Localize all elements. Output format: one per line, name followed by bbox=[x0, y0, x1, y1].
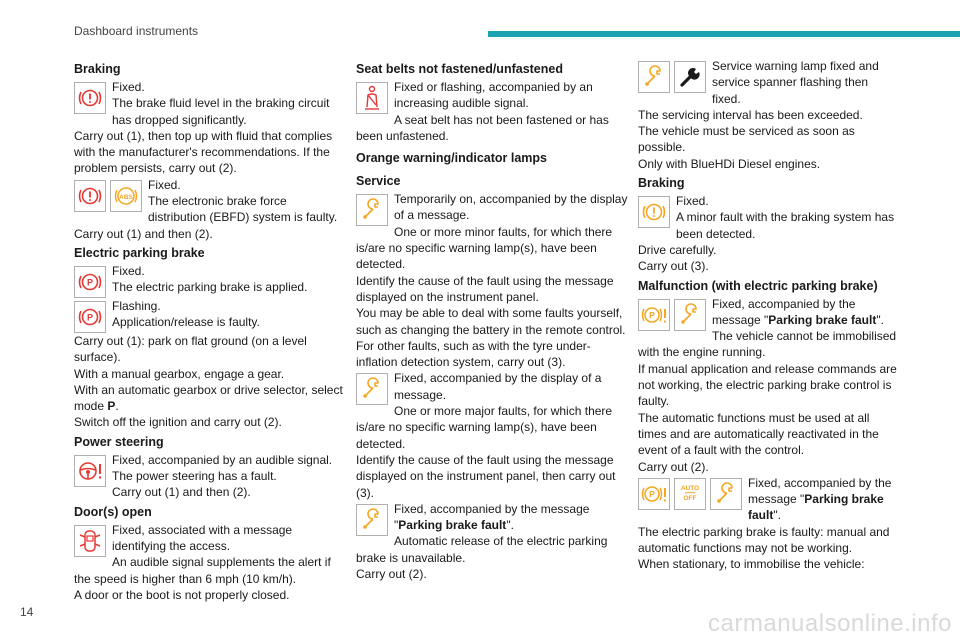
doors-l2: An audible signal supplements the alert if the speed is higher than 6 mph (10 km/h). bbox=[74, 555, 331, 586]
wrench-icon bbox=[356, 504, 388, 536]
right-column bbox=[638, 58, 900, 573]
malfunction-block-2 bbox=[638, 475, 900, 573]
service-b2-l2: One or more major faults, for which there is/are no specific warning lamp(s), have been detected. bbox=[356, 404, 613, 451]
right-braking-l4: Carry out (3). bbox=[638, 259, 709, 274]
auto-off-icon bbox=[674, 478, 706, 510]
orange-lamps-heading: Orange warning/indicator lamps bbox=[356, 151, 548, 166]
braking-b2-l1: Fixed. bbox=[148, 177, 181, 192]
service-b1-l5: For other faults, such as with the tyre under-inflation detection system, carry out (3). bbox=[356, 338, 591, 370]
malfunction-b1-l3: If manual application and release commands are not working, the electric parking brake control is faulty. bbox=[638, 361, 897, 409]
service-heading: Service bbox=[356, 174, 401, 189]
header-accent-bar bbox=[488, 31, 960, 37]
wrench-icon bbox=[356, 194, 388, 226]
epb-l5: With an automatic gearbox or drive selector, select mode P. bbox=[74, 382, 343, 414]
service-b1-l4: You may be able to deal with some faults yourself, such as changing the battery in the remote control. bbox=[356, 306, 626, 337]
right-braking-block bbox=[638, 193, 900, 274]
wrench-icon bbox=[356, 373, 388, 405]
seatbelt-icon bbox=[356, 82, 388, 114]
header-title: Dashboard instruments bbox=[74, 24, 199, 38]
power-steering-l1: Fixed, accompanied by an audible signal. bbox=[112, 452, 333, 467]
service-spanner-l4: Only with BlueHDi Diesel engines. bbox=[638, 156, 821, 171]
seatbelt-block bbox=[356, 79, 628, 144]
service-spanner-block bbox=[638, 58, 900, 172]
brake-warning-icon bbox=[74, 180, 106, 212]
service-b1-l2: One or more minor faults, for which there is/are no specific warning lamp(s), have been detected. bbox=[356, 224, 613, 272]
parking-brake-fault-icon bbox=[638, 478, 670, 510]
service-b3-l3: Carry out (2). bbox=[356, 567, 427, 582]
malfunction-b1-l2: The vehicle cannot be immobilised with the engine running. bbox=[638, 329, 897, 360]
seatbelt-l2: A seat belt has not been fastened or has been unfastened. bbox=[356, 112, 609, 143]
service-b1-l3: Identify the cause of the fault using the message displayed on the instrument panel. bbox=[356, 273, 614, 304]
wrench-icon bbox=[674, 299, 706, 331]
braking-b2-l3: Carry out (1) and then (2). bbox=[74, 226, 213, 241]
epb-heading: Electric parking brake bbox=[74, 245, 205, 260]
svg-text:P: P bbox=[649, 309, 655, 320]
braking-b2-l2: The electronic brake force distribution (EBFD) system is faulty. bbox=[148, 194, 338, 225]
epb-b2-l1: Flashing. bbox=[112, 298, 161, 313]
malfunction-b2-l3: When stationary, to immobilise the vehicle: bbox=[638, 557, 865, 572]
middle-column bbox=[356, 58, 628, 582]
seatbelt-l1: Fixed or flashing, accompanied by an increasing audible signal. bbox=[394, 80, 593, 111]
svg-text:AUTO: AUTO bbox=[680, 484, 700, 492]
svg-text:P: P bbox=[86, 312, 94, 323]
malfunction-b1-l5: Carry out (2). bbox=[638, 459, 709, 474]
service-b2-l3: Identify the cause of the fault using the message displayed on the instrument panel, then carry out (3). bbox=[356, 452, 616, 500]
service-spanner-l3: The vehicle must be serviced as soon as possible. bbox=[638, 124, 855, 155]
service-block-1 bbox=[356, 191, 628, 370]
parking-brake-icon bbox=[74, 266, 106, 298]
malfunction-b1-l1: Fixed, accompanied by the message "Parking brake fault". bbox=[712, 296, 884, 327]
service-spanner-l1: Service warning lamp fixed and service spanner flashing then fixed. bbox=[712, 59, 879, 106]
right-braking-heading: Braking bbox=[638, 176, 685, 191]
right-braking-l3: Drive carefully. bbox=[638, 242, 717, 257]
seatbelt-heading: Seat belts not fastened/unfastened bbox=[356, 62, 563, 76]
braking-heading: Braking bbox=[74, 62, 121, 76]
epb-l6: Switch off the ignition and carry out (2). bbox=[74, 415, 282, 430]
doors-block bbox=[74, 522, 346, 603]
power-steering-l2: The power steering has a fault. bbox=[112, 469, 277, 484]
spanner-icon bbox=[674, 61, 706, 93]
epb-b1-l2: The electric parking brake is applied. bbox=[112, 280, 308, 295]
power-steering-block bbox=[74, 452, 346, 501]
braking-b1-l1: Fixed. bbox=[112, 80, 145, 94]
right-braking-l2: A minor fault with the braking system has been detected. bbox=[676, 210, 895, 241]
steering-wheel-icon bbox=[74, 455, 106, 487]
malfunction-b2-l1: Fixed, accompanied by the message "Parking brake fault". bbox=[748, 475, 892, 523]
service-block-3 bbox=[356, 501, 628, 582]
braking-block-2 bbox=[74, 177, 346, 242]
page-number: 14 bbox=[20, 605, 34, 619]
doors-heading: Door(s) open bbox=[74, 504, 152, 519]
parking-brake-fault-icon bbox=[638, 299, 670, 331]
service-b3-l2: Automatic release of the electric parking brake is unavailable. bbox=[356, 534, 608, 565]
door-open-icon bbox=[74, 525, 106, 557]
brake-warning-icon bbox=[74, 82, 106, 114]
epb-b1-l1: Fixed. bbox=[112, 263, 145, 278]
epb-block-2 bbox=[74, 298, 346, 333]
parking-brake-icon bbox=[74, 301, 106, 333]
abs-icon bbox=[110, 180, 142, 212]
epb-l3: Carry out (1): park on flat ground (on a level surface). bbox=[74, 333, 307, 365]
malfunction-b2-l2: The electric parking brake is faulty: manual and automatic functions may not be working. bbox=[638, 524, 890, 556]
svg-text:P: P bbox=[86, 277, 94, 288]
malfunction-heading: Malfunction (with electric parking brake) bbox=[638, 278, 878, 293]
svg-text:OFF: OFF bbox=[683, 494, 697, 502]
power-steering-l3: Carry out (1) and then (2). bbox=[112, 485, 251, 500]
right-braking-l1: Fixed. bbox=[676, 194, 709, 209]
svg-text:ABS: ABS bbox=[119, 193, 133, 201]
epb-b2-l2: Application/release is faulty. bbox=[112, 315, 260, 330]
left-column bbox=[74, 58, 346, 603]
service-block-2 bbox=[356, 370, 628, 500]
watermark: carmanualsonline.info bbox=[708, 610, 952, 637]
braking-b1-l2: The brake fluid level in the braking circuit has dropped significantly. bbox=[112, 96, 330, 127]
malfunction-b1-l4: The automatic functions must be used at all times and are automatically reactivated in the event of a fault with the control. bbox=[638, 410, 879, 458]
braking-block-1 bbox=[74, 79, 346, 177]
power-steering-heading: Power steering bbox=[74, 434, 164, 449]
doors-l1: Fixed, associated with a message identifying the access. bbox=[112, 522, 293, 553]
brake-warning-icon bbox=[638, 196, 670, 228]
doors-l3: A door or the boot is not properly closed. bbox=[74, 587, 290, 602]
epb-block-1 bbox=[74, 263, 346, 298]
epb-l4: With a manual gearbox, engage a gear. bbox=[74, 366, 285, 381]
malfunction-block-1 bbox=[638, 296, 900, 475]
service-b2-l1: Fixed, accompanied by the display of a message. bbox=[394, 371, 602, 402]
braking-b1-l3: Carry out (1), then top up with fluid that complies with the manufacturer's recommendations. If the problem persists, carry out (2). bbox=[74, 128, 333, 176]
svg-text:P: P bbox=[649, 489, 655, 500]
service-b1-l1: Temporarily on, accompanied by the display of a message. bbox=[394, 192, 628, 223]
wrench-icon bbox=[638, 61, 670, 93]
service-spanner-l2: The servicing interval has been exceeded. bbox=[638, 107, 863, 122]
service-b3-l1: Fixed, accompanied by the message "Parking brake fault". bbox=[394, 501, 590, 533]
wrench-icon bbox=[710, 478, 742, 510]
